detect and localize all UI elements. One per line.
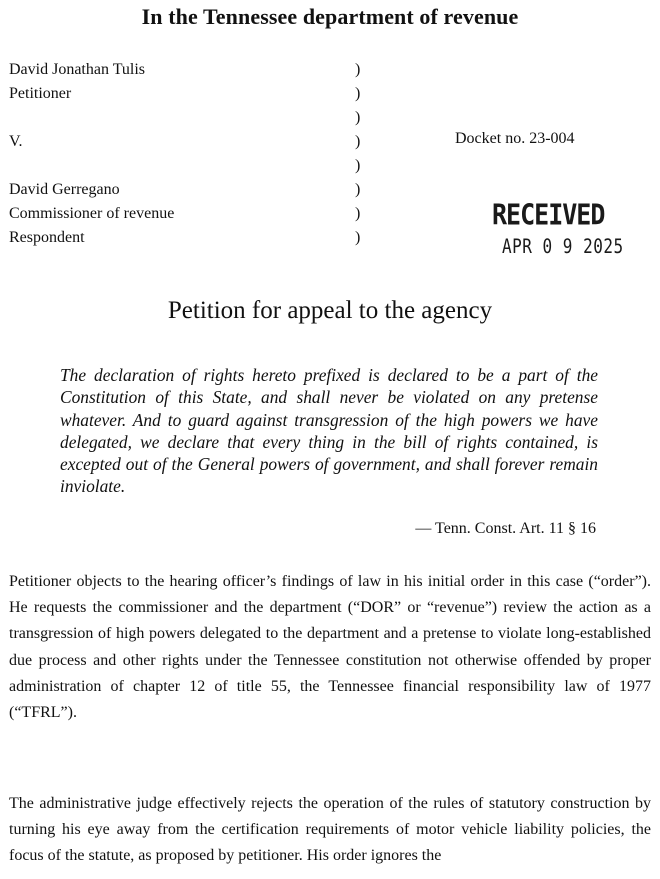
case-caption-parties (9, 58, 174, 250)
caption-line-blank (9, 154, 174, 178)
caption-paren: ) (355, 205, 361, 222)
epigraph-attribution: — Tenn. Const. Art. 11 § 16 (415, 520, 596, 537)
epigraph-quote: The declaration of rights hereto prefixed is declared to be a part of the Constitution of this State, and shall never be violated on any pretense whatever. And to guard against transgression of the high powers we have delegated, we declare that every thing in the bill of rights contained, is excepted out of the General powers of government, and shall forever remain inviolate. (60, 365, 598, 497)
caption-paren: ) (355, 157, 361, 174)
caption-paren: ) (355, 133, 361, 150)
caption-parenthesis-column (355, 58, 360, 250)
caption-line-versus: V. (9, 133, 23, 150)
caption-line-respondent-name: David Gerregano (9, 181, 120, 198)
caption-paren: ) (355, 181, 361, 198)
body-paragraph: Petitioner objects to the hearing officer’s findings of law in his initial order in this case (“order”). He requests the commissioner and the department (“DOR” or “revenue”) review the action as a transgression of high powers delegated to the department and a pretense to violate long-established due process and other rights under the Tennessee constitution not otherwise offended by proper administration of chapter 12 of title 55, the Tennessee financial responsibility law of 1977 (“TFRL”). (9, 573, 651, 722)
caption-paren: ) (355, 229, 361, 246)
stamp-received-word: RECEIVED (492, 198, 605, 232)
body-paragraph: The administrative judge effectively rejects the operation of the rules of statutory construction by turning his eye away from the certification requirements of motor vehicle liability policies, the focus of the statute, as proposed by petitioner. His order ignores the (9, 795, 651, 865)
caption-line-respondent-role: Respondent (9, 229, 85, 246)
caption-line-petitioner-name: David Jonathan Tulis (9, 61, 146, 78)
caption-line-petitioner-role: Petitioner (9, 85, 72, 102)
docket-number: Docket no. 23-004 (455, 130, 575, 147)
stamp-date: APR 0 9 2025 (502, 235, 624, 258)
caption-line-blank (9, 106, 174, 130)
caption-paren: ) (355, 61, 361, 78)
caption-line-respondent-title: Commissioner of revenue (9, 205, 175, 222)
received-stamp (462, 198, 632, 258)
caption-paren: ) (355, 85, 361, 102)
document-title: In the Tennessee department of revenue (141, 4, 519, 29)
caption-paren: ) (355, 109, 361, 126)
petition-heading: Petition for appeal to the agency (167, 297, 493, 324)
